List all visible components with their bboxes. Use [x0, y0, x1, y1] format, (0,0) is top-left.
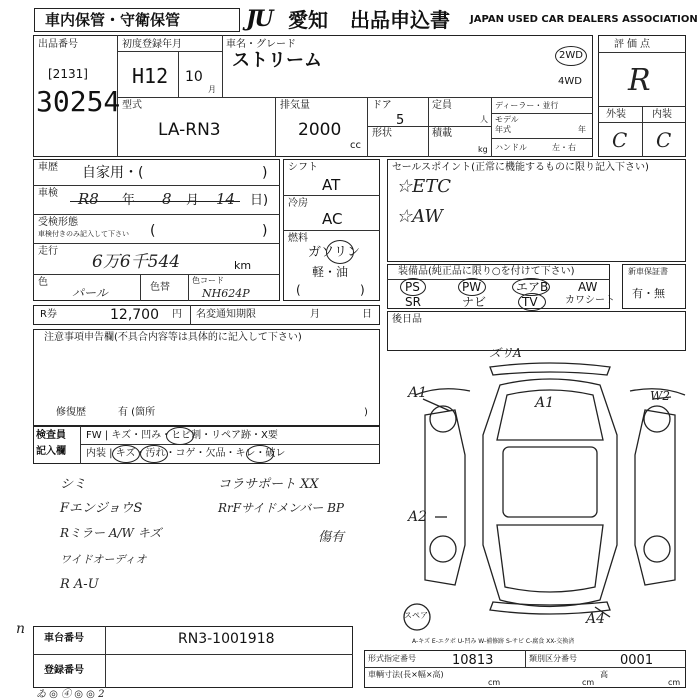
diagram-top-label: ズリA — [489, 346, 522, 360]
aircon-value: AC — [322, 210, 343, 228]
chassis-value: RN3-1001918 — [178, 631, 275, 647]
repair-value: 有 (箇所 — [118, 407, 156, 418]
interior-label: 内装 — [652, 109, 672, 120]
equipment-pw-circle — [458, 278, 486, 296]
drive-2wd-label: 2WD — [559, 50, 583, 61]
inspector-label-2: 記入欄 — [36, 446, 66, 457]
selling-point-2: ☆AW — [396, 206, 443, 227]
fuel-close: ) — [360, 283, 365, 297]
category-label: 類別区分番号 — [529, 654, 577, 663]
dims-cm-3: cm — [668, 678, 681, 687]
aircon-label: 冷房 — [288, 198, 308, 209]
handle-label: ハンドル — [495, 143, 527, 152]
chassis-label: 車台番号 — [44, 633, 84, 644]
load-label: 積載 — [432, 128, 452, 139]
notes-label: 注意事項申告欄(不具合内容等は具体的に記入して下さい) — [44, 332, 302, 343]
fuel-open: ( — [296, 283, 301, 297]
equipment-navi: ナビ — [462, 295, 487, 309]
inspection-year: R8 — [78, 190, 99, 208]
selling-points-label: セールスポイント(正常に機能するものに限り記入下さい) — [392, 162, 649, 173]
dealer-model-label: モデル — [495, 115, 519, 124]
equipment-sr: SR — [405, 295, 421, 309]
shape-label: 形状 — [372, 128, 392, 139]
diagram-mark-3: W2 — [650, 389, 670, 403]
diagram-mark-1: A1 — [408, 385, 428, 401]
fuel-diesel: 軽・油 — [312, 265, 349, 279]
color-label: 色 — [38, 277, 48, 288]
handle-options: 左・右 — [552, 143, 576, 152]
type-label: 型式 — [122, 100, 142, 111]
mileage-label: 走行 — [38, 246, 58, 257]
type-value: LA-RN3 — [158, 120, 221, 140]
equipment-tv-circle — [518, 293, 546, 311]
mileage-value: 6万6千544 — [92, 252, 181, 272]
warranty-label: 新車保証書 — [628, 267, 668, 276]
recycle-amount: 12,700 — [110, 307, 159, 323]
lot-sub-number: [2131] — [48, 67, 88, 81]
lot-label: 出品番号 — [38, 39, 78, 50]
handwritten-note-4: RrFサイドメンバー BP — [218, 501, 345, 515]
inspection-label: 車検 — [38, 188, 58, 199]
grade-value: R — [628, 63, 651, 98]
drive-4wd: 4WD — [558, 76, 582, 87]
ju-logo: JU — [246, 6, 272, 32]
history-value: 自家用・( — [82, 165, 144, 181]
equipment-aw: AW — [578, 280, 598, 294]
form-title: 出品申込書 — [350, 8, 450, 32]
dims-label: 車輌寸法(長×幅×高) — [368, 670, 444, 679]
inspection-strikethrough — [70, 201, 240, 202]
inspector-circle-1 — [166, 427, 194, 445]
fuel-gasoline: ガソリン — [308, 245, 361, 260]
model-name-value: ストリーム — [232, 50, 322, 71]
doors-label: ドア — [372, 100, 392, 111]
acceptance-label: 受検形態 — [38, 217, 78, 228]
rear-items-box — [387, 311, 686, 351]
dims-cm-2: cm — [582, 678, 595, 687]
repair-close: ) — [364, 407, 368, 418]
dealer-label: ディーラー・並行 — [495, 101, 559, 110]
equipment-label: 装備品(純正品に限り○を付けて下さい) — [398, 266, 575, 277]
name-change-label: 名変通知期限 — [196, 309, 256, 320]
equipment-ps: PS — [405, 280, 420, 294]
equipment-pw: PW — [462, 280, 482, 294]
handwritten-note-7: ワイドオーディオ — [60, 553, 147, 566]
exterior-label: 外装 — [606, 109, 626, 120]
diagram-mark-5: A4 — [586, 611, 606, 627]
name-change-day: 日 — [362, 309, 372, 320]
diagram-legend: A-キズ E-エクボ U-凹み W-補修跡 S-サビ C-腐食 XX-交換済 — [412, 638, 575, 645]
storage-label-box — [34, 8, 240, 32]
color-change-label: 色替 — [150, 282, 170, 293]
inspection-day-unit: 日) — [250, 193, 269, 208]
footer-n-mark: n — [16, 621, 26, 637]
registration-year: H12 — [132, 64, 169, 88]
displacement-label: 排気量 — [280, 100, 310, 111]
mileage-unit: km — [234, 259, 252, 272]
category-value: 0001 — [620, 653, 654, 668]
handwritten-note-2: コラサポート XX — [218, 477, 319, 492]
storage-label: 車内保管・守衛保管 — [45, 11, 181, 29]
acceptance-open: ( — [150, 223, 156, 239]
color-code-label: 色コード — [192, 276, 224, 285]
inspection-year-unit: 年 — [122, 193, 136, 208]
equipment-ps-circle — [400, 278, 426, 296]
inspector-label-1: 検査員 — [36, 430, 66, 441]
inspection-month: 8 — [162, 190, 172, 208]
warranty-value: 有・無 — [632, 287, 665, 300]
equipment-kawa-seat: カワシート — [565, 295, 615, 306]
name-change-month: 月 — [310, 309, 320, 320]
doors-value: 5 — [396, 113, 405, 128]
drive-2wd — [555, 46, 587, 66]
recycle-label: R券 — [40, 309, 57, 320]
transmission-value: AT — [322, 176, 341, 194]
displacement-value: 2000 — [298, 120, 342, 140]
fuel-gasoline-circle — [326, 240, 354, 264]
repair-label: 修復歴 — [56, 407, 86, 418]
association-name: JAPAN USED CAR DEALERS ASSOCIATION — [470, 14, 698, 25]
capacity-unit: 人 — [480, 115, 488, 124]
registration-month: 10 — [185, 69, 203, 85]
dealer-year-label: 年式 — [495, 125, 511, 134]
equipment-airbag: エアB — [516, 280, 549, 294]
color-code-value: NH624P — [202, 287, 250, 300]
inspector-circle-2 — [112, 445, 140, 463]
interior-value: C — [656, 128, 672, 152]
grade-label: 評価点 — [614, 39, 653, 50]
handwritten-note-3: FエンジョウS — [60, 501, 143, 516]
designation-value: 10813 — [452, 653, 494, 668]
inspector-exterior-row: FW | キズ・凹み・ヒビ割・リペア跡・X要 — [86, 430, 278, 441]
rear-items-label: 後日品 — [392, 314, 422, 325]
recycle-unit: 円 — [172, 309, 182, 320]
registration-number-label: 登録番号 — [44, 665, 84, 676]
equipment-tv: TV — [522, 295, 538, 309]
inspector-circle-4 — [246, 445, 274, 463]
dims-height-label: 高 — [600, 670, 608, 679]
handwritten-note-6: 傷有 — [318, 530, 345, 545]
registration-label: 初度登録年月 — [122, 39, 182, 50]
diagram-spare-label: スペア — [404, 611, 428, 620]
handwritten-note-1: シミ — [60, 477, 87, 492]
exterior-value: C — [612, 128, 628, 152]
displacement-unit: cc — [350, 140, 361, 151]
diagram-mark-4: A2 — [408, 509, 428, 525]
model-name-label: 車名・グレード — [226, 39, 296, 50]
selling-point-1: ☆ETC — [396, 176, 452, 197]
load-unit: kg — [478, 145, 488, 154]
capacity-label: 定員 — [432, 100, 452, 111]
fuel-label: 燃料 — [288, 233, 308, 244]
history-close: ) — [262, 165, 268, 181]
inspector-interior-row: 内装 | キズ・汚れ・コゲ・欠品・キレ・破レ — [86, 448, 286, 459]
acceptance-note: 車検付きのみ記入して下さい — [38, 230, 129, 238]
handwritten-note-8: R A-U — [60, 577, 99, 592]
dims-cm-1: cm — [488, 678, 501, 687]
acceptance-close: ) — [262, 223, 268, 239]
history-label: 車歴 — [38, 162, 58, 173]
diagram-mark-2: A1 — [535, 395, 555, 411]
inspection-day: 14 — [216, 190, 236, 208]
dealer-year-unit: 年 — [578, 125, 586, 134]
transmission-label: シフト — [288, 162, 318, 173]
inspector-circle-3 — [140, 445, 168, 463]
handwritten-note-5: Rミラー A/W キズ — [60, 526, 162, 540]
designation-label: 形式指定番号 — [368, 654, 416, 663]
registration-month-unit: 月 — [208, 85, 216, 94]
footer-fragment: ゐ ◎ ④ ◎ ◎ 2 — [36, 689, 105, 700]
color-value: パール — [72, 286, 108, 300]
org-name: 愛知 — [288, 8, 328, 32]
lot-number: 30254 — [36, 85, 121, 118]
inspection-month-unit: 月 — [186, 193, 200, 208]
